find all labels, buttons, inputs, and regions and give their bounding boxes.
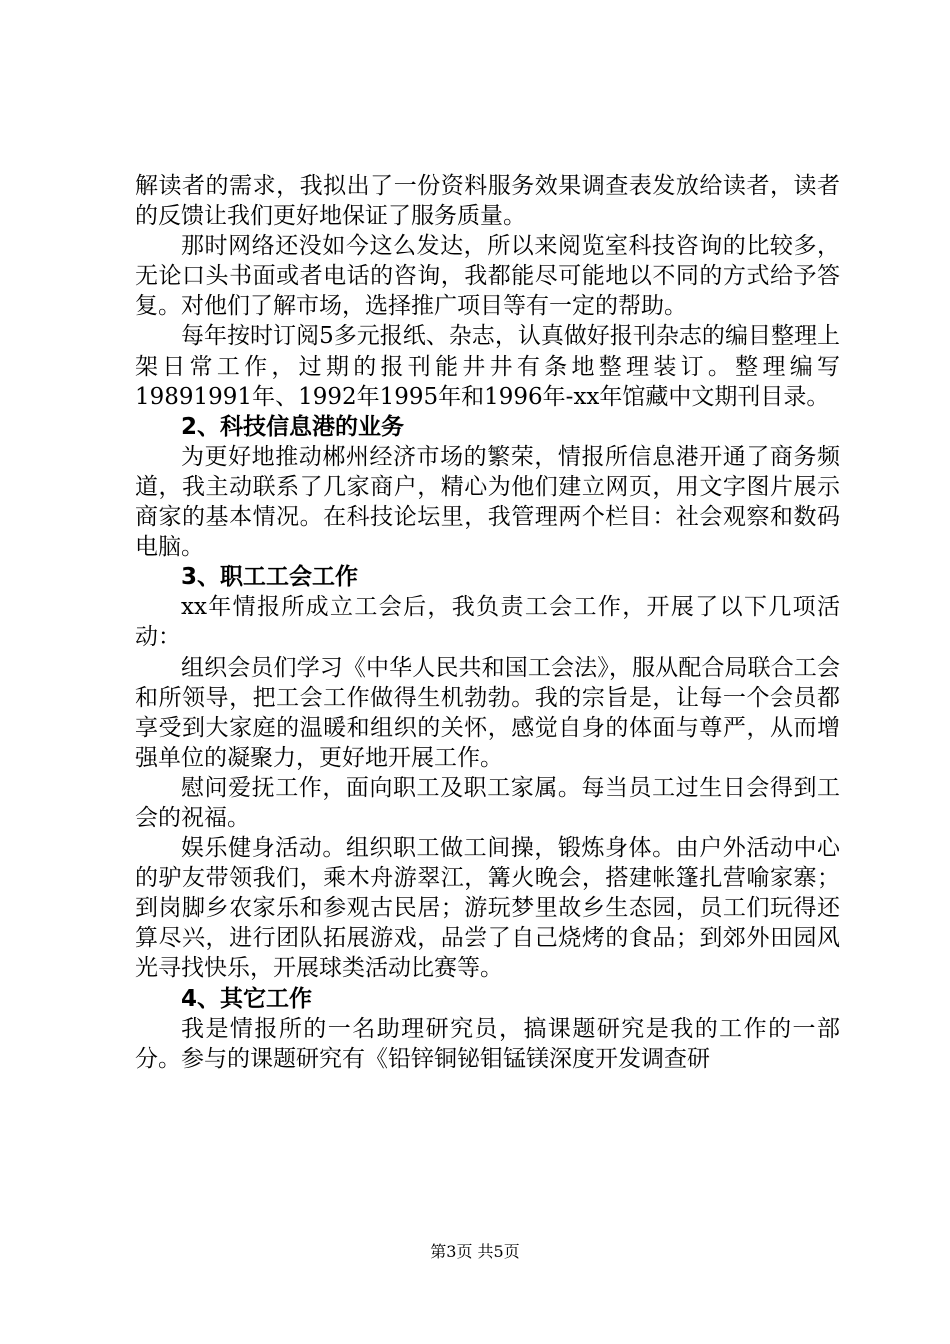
paragraph: 慰问爱抚工作，面向职工及职工家属。每当员工过生日会得到工会的祝福。	[135, 774, 840, 831]
paragraph: 每年按时订阅5多元报纸、杂志，认真做好报刊杂志的编目整理上架日常工作，过期的报刊能井井有条地整理装订。整理编写19891991年、1992年1995年和1996年-xx年馆藏中文期刊目录。	[135, 323, 840, 410]
section-heading: 2、科技信息港的业务	[181, 413, 405, 440]
section-heading: 4、其它工作	[181, 985, 313, 1012]
document-body	[135, 171, 840, 1074]
paragraph: 组织会员们学习《中华人民共和国工会法》，服从配合局联合工会和所领导，把工会工作做得生机勃勃。我的宗旨是，让每一个会员都享受到大家庭的温暖和组织的关怀，感觉自身的体面与尊严，从而增强单位的凝聚力，更好地开展工作。	[135, 654, 840, 771]
paragraph: xx年情报所成立工会后，我负责工会工作，开展了以下几项活动：	[135, 594, 840, 651]
paragraph: 为更好地推动郴州经济市场的繁荣，情报所信息港开通了商务频道，我主动联系了几家商户，精心为他们建立网页，用文字图片展示商家的基本情况。在科技论坛里，我管理两个栏目：社会观察和数码电脑。	[135, 443, 840, 561]
paragraph: 那时网络还没如今这么发达，所以来阅览室科技咨询的比较多，无论口头书面或者电话的咨询，我都能尽可能地以不同的方式给予答复。对他们了解市场，选择推广项目等有一定的帮助。	[135, 233, 840, 320]
page-number-footer: 第3页 共5页	[430, 1242, 520, 1261]
paragraph: 娱乐健身活动。组织职工做工间操，锻炼身体。由户外活动中心的驴友带领我们，乘木舟游翠江，篝火晚会，搭建帐篷扎营喻家寨；到岗脚乡农家乐和参观古民居；游玩梦里故乡生态园，员工们玩得还算尽兴，进行团队拓展游戏，品尝了自己烧烤的食品；到郊外田园风光寻找快乐，开展球类活动比赛等。	[135, 835, 840, 982]
section-heading: 3、职工工会工作	[181, 564, 359, 591]
paragraph-continued: 解读者的需求，我拟出了一份资料服务效果调查表发放给读者，读者的反馈让我们更好地保证了服务质量。	[135, 173, 840, 230]
paragraph: 我是情报所的一名助理研究员，搞课题研究是我的工作的一部分。参与的课题研究有《铅锌铜铋钼锰镁深度开发调查研	[135, 1015, 840, 1072]
